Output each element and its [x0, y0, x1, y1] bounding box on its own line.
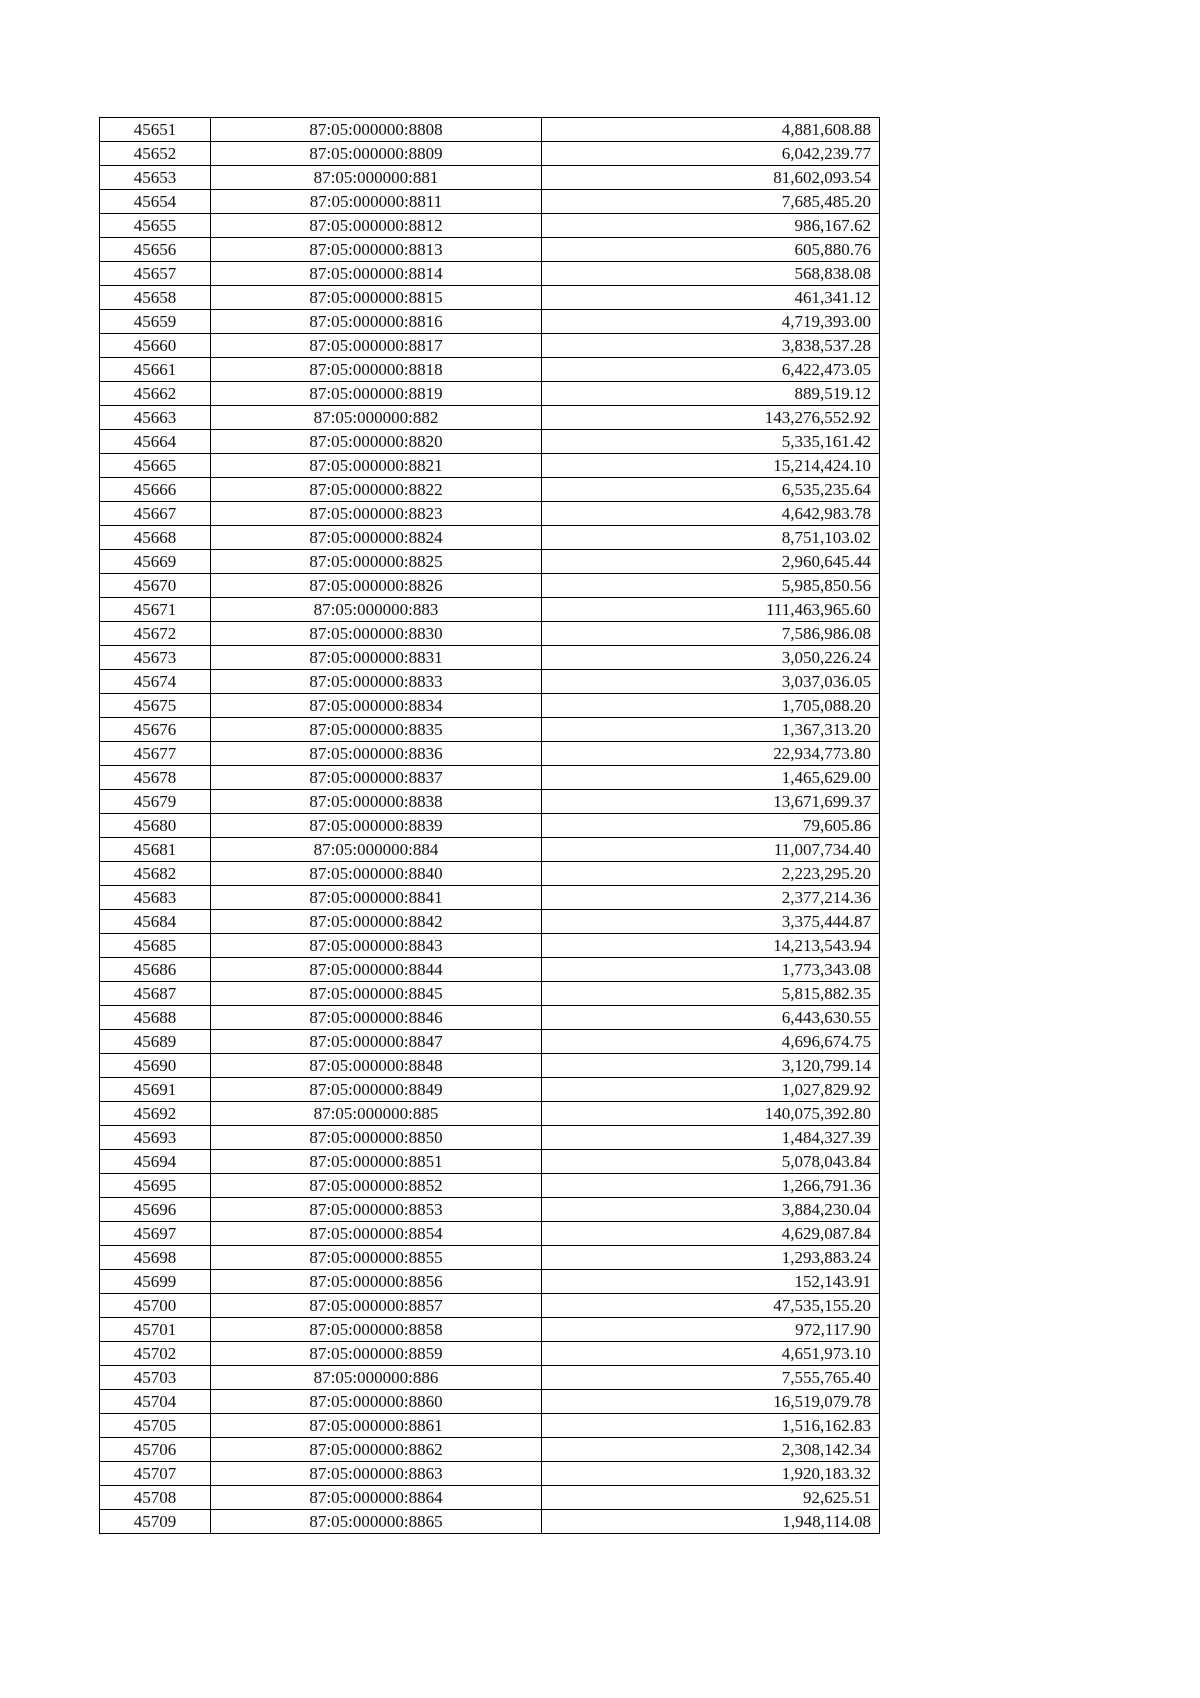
amount-cell: 889,519.12 [542, 382, 880, 406]
cadastral-number-cell: 87:05:000000:8854 [211, 1222, 542, 1246]
cadastral-number-cell: 87:05:000000:8844 [211, 958, 542, 982]
table-row [100, 1102, 880, 1126]
row-number-cell: 45655 [100, 214, 211, 238]
cadastral-number-cell: 87:05:000000:885 [211, 1102, 542, 1126]
cadastral-number-cell: 87:05:000000:8862 [211, 1438, 542, 1462]
row-number-cell: 45664 [100, 430, 211, 454]
amount-cell: 5,985,850.56 [542, 574, 880, 598]
table-row [100, 886, 880, 910]
amount-cell: 5,335,161.42 [542, 430, 880, 454]
cadastral-number-cell: 87:05:000000:8843 [211, 934, 542, 958]
row-number-cell: 45679 [100, 790, 211, 814]
cadastral-number-cell: 87:05:000000:8856 [211, 1270, 542, 1294]
row-number-cell: 45701 [100, 1318, 211, 1342]
table-row [100, 190, 880, 214]
table-row [100, 1198, 880, 1222]
row-number-cell: 45687 [100, 982, 211, 1006]
row-number-cell: 45704 [100, 1390, 211, 1414]
amount-cell: 4,651,973.10 [542, 1342, 880, 1366]
cadastral-number-cell: 87:05:000000:8859 [211, 1342, 542, 1366]
table-row [100, 694, 880, 718]
row-number-cell: 45702 [100, 1342, 211, 1366]
cadastral-number-cell: 87:05:000000:8848 [211, 1054, 542, 1078]
amount-cell: 3,050,226.24 [542, 646, 880, 670]
row-number-cell: 45652 [100, 142, 211, 166]
cadastral-number-cell: 87:05:000000:8821 [211, 454, 542, 478]
table-row [100, 622, 880, 646]
table-row [100, 454, 880, 478]
table-row [100, 958, 880, 982]
cadastral-number-cell: 87:05:000000:8851 [211, 1150, 542, 1174]
amount-cell: 986,167.62 [542, 214, 880, 238]
cadastral-number-cell: 87:05:000000:8834 [211, 694, 542, 718]
cadastral-number-cell: 87:05:000000:8838 [211, 790, 542, 814]
amount-cell: 140,075,392.80 [542, 1102, 880, 1126]
amount-cell: 568,838.08 [542, 262, 880, 286]
amount-cell: 8,751,103.02 [542, 526, 880, 550]
row-number-cell: 45669 [100, 550, 211, 574]
cadastral-value-table [99, 117, 880, 1534]
table-row [100, 934, 880, 958]
table-row [100, 286, 880, 310]
table-row [100, 982, 880, 1006]
table-row [100, 142, 880, 166]
row-number-cell: 45653 [100, 166, 211, 190]
table-row [100, 478, 880, 502]
table-row [100, 814, 880, 838]
cadastral-number-cell: 87:05:000000:8831 [211, 646, 542, 670]
cadastral-number-cell: 87:05:000000:8809 [211, 142, 542, 166]
cadastral-number-cell: 87:05:000000:8845 [211, 982, 542, 1006]
amount-cell: 1,266,791.36 [542, 1174, 880, 1198]
cadastral-number-cell: 87:05:000000:8820 [211, 430, 542, 454]
row-number-cell: 45658 [100, 286, 211, 310]
row-number-cell: 45675 [100, 694, 211, 718]
row-number-cell: 45666 [100, 478, 211, 502]
amount-cell: 14,213,543.94 [542, 934, 880, 958]
amount-cell: 4,629,087.84 [542, 1222, 880, 1246]
amount-cell: 3,884,230.04 [542, 1198, 880, 1222]
row-number-cell: 45663 [100, 406, 211, 430]
cadastral-number-cell: 87:05:000000:8841 [211, 886, 542, 910]
table-row [100, 166, 880, 190]
amount-cell: 3,838,537.28 [542, 334, 880, 358]
cadastral-number-cell: 87:05:000000:8847 [211, 1030, 542, 1054]
table-row [100, 310, 880, 334]
table-row [100, 1414, 880, 1438]
amount-cell: 7,555,765.40 [542, 1366, 880, 1390]
amount-cell: 461,341.12 [542, 286, 880, 310]
row-number-cell: 45682 [100, 862, 211, 886]
row-number-cell: 45677 [100, 742, 211, 766]
amount-cell: 605,880.76 [542, 238, 880, 262]
table-row [100, 1390, 880, 1414]
amount-cell: 1,920,183.32 [542, 1462, 880, 1486]
row-number-cell: 45672 [100, 622, 211, 646]
table-row [100, 1006, 880, 1030]
table-row [100, 118, 880, 142]
table-row [100, 1510, 880, 1534]
cadastral-number-cell: 87:05:000000:8839 [211, 814, 542, 838]
table-row [100, 598, 880, 622]
cadastral-number-cell: 87:05:000000:8849 [211, 1078, 542, 1102]
row-number-cell: 45680 [100, 814, 211, 838]
table-row [100, 1174, 880, 1198]
row-number-cell: 45667 [100, 502, 211, 526]
row-number-cell: 45671 [100, 598, 211, 622]
row-number-cell: 45673 [100, 646, 211, 670]
table-row [100, 1030, 880, 1054]
row-number-cell: 45661 [100, 358, 211, 382]
amount-cell: 6,535,235.64 [542, 478, 880, 502]
amount-cell: 143,276,552.92 [542, 406, 880, 430]
table-row [100, 862, 880, 886]
cadastral-number-cell: 87:05:000000:8835 [211, 718, 542, 742]
cadastral-number-cell: 87:05:000000:8830 [211, 622, 542, 646]
table-row [100, 406, 880, 430]
cadastral-number-cell: 87:05:000000:8818 [211, 358, 542, 382]
row-number-cell: 45709 [100, 1510, 211, 1534]
amount-cell: 1,465,629.00 [542, 766, 880, 790]
row-number-cell: 45694 [100, 1150, 211, 1174]
amount-cell: 6,422,473.05 [542, 358, 880, 382]
cadastral-number-cell: 87:05:000000:8861 [211, 1414, 542, 1438]
amount-cell: 6,042,239.77 [542, 142, 880, 166]
table-row [100, 214, 880, 238]
amount-cell: 7,685,485.20 [542, 190, 880, 214]
row-number-cell: 45681 [100, 838, 211, 862]
table-row [100, 718, 880, 742]
table-row [100, 790, 880, 814]
cadastral-number-cell: 87:05:000000:8857 [211, 1294, 542, 1318]
amount-cell: 111,463,965.60 [542, 598, 880, 622]
row-number-cell: 45685 [100, 934, 211, 958]
cadastral-number-cell: 87:05:000000:8864 [211, 1486, 542, 1510]
table-row [100, 430, 880, 454]
row-number-cell: 45665 [100, 454, 211, 478]
table-row [100, 742, 880, 766]
amount-cell: 11,007,734.40 [542, 838, 880, 862]
table-row [100, 262, 880, 286]
amount-cell: 1,367,313.20 [542, 718, 880, 742]
table-row [100, 1294, 880, 1318]
cadastral-number-cell: 87:05:000000:8812 [211, 214, 542, 238]
amount-cell: 79,605.86 [542, 814, 880, 838]
amount-cell: 1,027,829.92 [542, 1078, 880, 1102]
document-page [99, 117, 879, 1534]
table-row [100, 1078, 880, 1102]
cadastral-number-cell: 87:05:000000:8826 [211, 574, 542, 598]
table-row [100, 334, 880, 358]
row-number-cell: 45693 [100, 1126, 211, 1150]
cadastral-number-cell: 87:05:000000:8840 [211, 862, 542, 886]
cadastral-number-cell: 87:05:000000:8814 [211, 262, 542, 286]
amount-cell: 1,773,343.08 [542, 958, 880, 982]
row-number-cell: 45699 [100, 1270, 211, 1294]
row-number-cell: 45674 [100, 670, 211, 694]
table-row [100, 1486, 880, 1510]
row-number-cell: 45708 [100, 1486, 211, 1510]
row-number-cell: 45659 [100, 310, 211, 334]
row-number-cell: 45706 [100, 1438, 211, 1462]
row-number-cell: 45657 [100, 262, 211, 286]
table-row [100, 238, 880, 262]
row-number-cell: 45689 [100, 1030, 211, 1054]
row-number-cell: 45676 [100, 718, 211, 742]
amount-cell: 1,516,162.83 [542, 1414, 880, 1438]
amount-cell: 4,642,983.78 [542, 502, 880, 526]
amount-cell: 16,519,079.78 [542, 1390, 880, 1414]
cadastral-number-cell: 87:05:000000:8817 [211, 334, 542, 358]
row-number-cell: 45698 [100, 1246, 211, 1270]
row-number-cell: 45691 [100, 1078, 211, 1102]
table-row [100, 1246, 880, 1270]
amount-cell: 7,586,986.08 [542, 622, 880, 646]
cadastral-number-cell: 87:05:000000:8815 [211, 286, 542, 310]
cadastral-number-cell: 87:05:000000:8852 [211, 1174, 542, 1198]
table-row [100, 1222, 880, 1246]
cadastral-number-cell: 87:05:000000:8823 [211, 502, 542, 526]
table-row [100, 1054, 880, 1078]
row-number-cell: 45700 [100, 1294, 211, 1318]
table-row [100, 910, 880, 934]
amount-cell: 81,602,093.54 [542, 166, 880, 190]
cadastral-number-cell: 87:05:000000:8837 [211, 766, 542, 790]
cadastral-number-cell: 87:05:000000:882 [211, 406, 542, 430]
amount-cell: 4,719,393.00 [542, 310, 880, 334]
table-row [100, 382, 880, 406]
cadastral-number-cell: 87:05:000000:8855 [211, 1246, 542, 1270]
cadastral-number-cell: 87:05:000000:8813 [211, 238, 542, 262]
amount-cell: 1,948,114.08 [542, 1510, 880, 1534]
cadastral-number-cell: 87:05:000000:8842 [211, 910, 542, 934]
row-number-cell: 45697 [100, 1222, 211, 1246]
cadastral-number-cell: 87:05:000000:8824 [211, 526, 542, 550]
cadastral-number-cell: 87:05:000000:8836 [211, 742, 542, 766]
table-row [100, 574, 880, 598]
table-body [100, 118, 880, 1534]
cadastral-number-cell: 87:05:000000:8863 [211, 1462, 542, 1486]
table-row [100, 526, 880, 550]
cadastral-number-cell: 87:05:000000:8860 [211, 1390, 542, 1414]
table-row [100, 1342, 880, 1366]
cadastral-number-cell: 87:05:000000:881 [211, 166, 542, 190]
table-row [100, 1126, 880, 1150]
amount-cell: 2,377,214.36 [542, 886, 880, 910]
row-number-cell: 45686 [100, 958, 211, 982]
cadastral-number-cell: 87:05:000000:884 [211, 838, 542, 862]
table-row [100, 1462, 880, 1486]
table-row [100, 502, 880, 526]
amount-cell: 92,625.51 [542, 1486, 880, 1510]
amount-cell: 15,214,424.10 [542, 454, 880, 478]
amount-cell: 1,705,088.20 [542, 694, 880, 718]
amount-cell: 4,696,674.75 [542, 1030, 880, 1054]
amount-cell: 1,484,327.39 [542, 1126, 880, 1150]
row-number-cell: 45703 [100, 1366, 211, 1390]
amount-cell: 1,293,883.24 [542, 1246, 880, 1270]
table-row [100, 1150, 880, 1174]
cadastral-number-cell: 87:05:000000:8816 [211, 310, 542, 334]
row-number-cell: 45662 [100, 382, 211, 406]
row-number-cell: 45668 [100, 526, 211, 550]
table-row [100, 838, 880, 862]
table-row [100, 670, 880, 694]
amount-cell: 152,143.91 [542, 1270, 880, 1294]
row-number-cell: 45670 [100, 574, 211, 598]
cadastral-number-cell: 87:05:000000:8825 [211, 550, 542, 574]
row-number-cell: 45695 [100, 1174, 211, 1198]
cadastral-number-cell: 87:05:000000:8853 [211, 1198, 542, 1222]
cadastral-number-cell: 87:05:000000:8850 [211, 1126, 542, 1150]
row-number-cell: 45705 [100, 1414, 211, 1438]
amount-cell: 6,443,630.55 [542, 1006, 880, 1030]
cadastral-number-cell: 87:05:000000:8819 [211, 382, 542, 406]
cadastral-number-cell: 87:05:000000:8846 [211, 1006, 542, 1030]
row-number-cell: 45690 [100, 1054, 211, 1078]
amount-cell: 5,815,882.35 [542, 982, 880, 1006]
row-number-cell: 45651 [100, 118, 211, 142]
table-row [100, 1318, 880, 1342]
amount-cell: 2,308,142.34 [542, 1438, 880, 1462]
cadastral-number-cell: 87:05:000000:8822 [211, 478, 542, 502]
amount-cell: 3,120,799.14 [542, 1054, 880, 1078]
amount-cell: 5,078,043.84 [542, 1150, 880, 1174]
cadastral-number-cell: 87:05:000000:883 [211, 598, 542, 622]
amount-cell: 13,671,699.37 [542, 790, 880, 814]
table-row [100, 550, 880, 574]
table-row [100, 1270, 880, 1294]
amount-cell: 4,881,608.88 [542, 118, 880, 142]
row-number-cell: 45654 [100, 190, 211, 214]
table-row [100, 646, 880, 670]
cadastral-number-cell: 87:05:000000:8865 [211, 1510, 542, 1534]
table-row [100, 1366, 880, 1390]
row-number-cell: 45692 [100, 1102, 211, 1126]
table-row [100, 1438, 880, 1462]
row-number-cell: 45696 [100, 1198, 211, 1222]
cadastral-number-cell: 87:05:000000:8811 [211, 190, 542, 214]
amount-cell: 2,223,295.20 [542, 862, 880, 886]
row-number-cell: 45707 [100, 1462, 211, 1486]
row-number-cell: 45684 [100, 910, 211, 934]
amount-cell: 22,934,773.80 [542, 742, 880, 766]
row-number-cell: 45660 [100, 334, 211, 358]
cadastral-number-cell: 87:05:000000:8808 [211, 118, 542, 142]
cadastral-number-cell: 87:05:000000:8833 [211, 670, 542, 694]
row-number-cell: 45683 [100, 886, 211, 910]
table-row [100, 358, 880, 382]
amount-cell: 2,960,645.44 [542, 550, 880, 574]
row-number-cell: 45688 [100, 1006, 211, 1030]
amount-cell: 47,535,155.20 [542, 1294, 880, 1318]
amount-cell: 3,037,036.05 [542, 670, 880, 694]
row-number-cell: 45656 [100, 238, 211, 262]
cadastral-number-cell: 87:05:000000:886 [211, 1366, 542, 1390]
amount-cell: 3,375,444.87 [542, 910, 880, 934]
cadastral-number-cell: 87:05:000000:8858 [211, 1318, 542, 1342]
row-number-cell: 45678 [100, 766, 211, 790]
table-row [100, 766, 880, 790]
amount-cell: 972,117.90 [542, 1318, 880, 1342]
